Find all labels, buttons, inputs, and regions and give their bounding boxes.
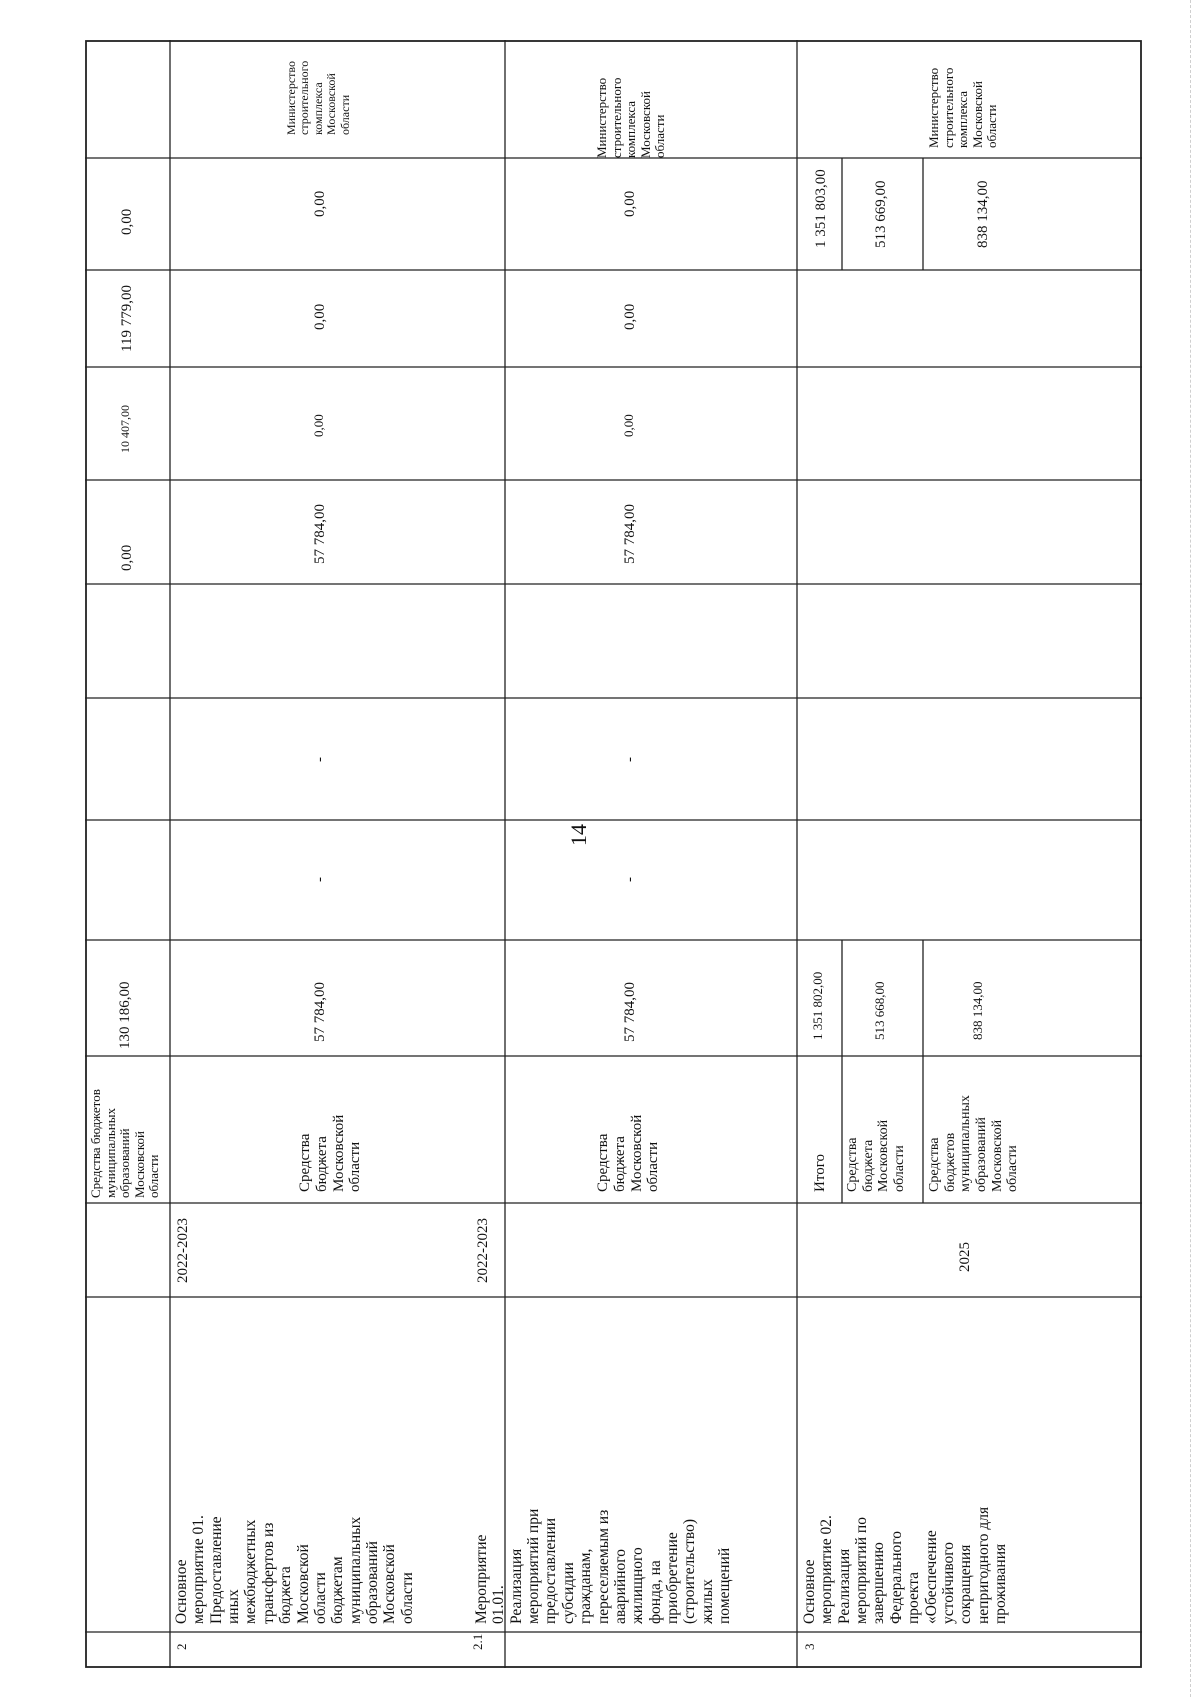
row-3-period: 2025 bbox=[957, 1242, 973, 1272]
row-3-label-municipal: Средства бюджетов муниципальных образований Московской области bbox=[927, 1095, 1021, 1192]
row-2-responsible: Министерство строительного комплекса Московской области bbox=[284, 60, 352, 135]
header-y2023: 0,00 bbox=[119, 544, 135, 571]
row-3-last-municipal: 838 134,00 bbox=[975, 180, 991, 248]
row-2-1-y2025: 0,00 bbox=[622, 190, 638, 217]
row-2-1-period: 2022-2023 bbox=[475, 1218, 491, 1283]
row-2-y2023: 0,00 bbox=[311, 414, 326, 437]
row-3-last-total: 1 351 803,00 bbox=[813, 169, 829, 248]
row-2-dash1: - bbox=[312, 877, 328, 882]
row-3-total-municipal: 838 134,00 bbox=[970, 981, 985, 1040]
row-3-label-region: Средства бюджета Московской области bbox=[845, 1119, 908, 1192]
row-3-number: 3 bbox=[802, 1643, 817, 1650]
row-2-number: 2 bbox=[174, 1643, 189, 1650]
row-3-total-region: 513 668,00 bbox=[872, 981, 887, 1040]
row-2-1-number: 2.1 bbox=[470, 1633, 485, 1650]
row-2-y2024: 0,00 bbox=[312, 303, 328, 330]
row-2-1-source: Средства бюджета Московской области bbox=[595, 1114, 662, 1192]
header-y2026: 0,00 bbox=[119, 208, 135, 235]
budget-table bbox=[85, 40, 1142, 1668]
header-y2025: 119 779,00 bbox=[119, 285, 135, 352]
row-2-name: Основное мероприятие 01. Предоставление иных межбюджетных трансфертов из бюджета Московской области бюджетам муниципальных образований Московской области bbox=[173, 1515, 416, 1624]
row-2-1-name: Мероприятие 01.01. Реализация мероприятий при предоставлении субсидии гражданам, переселяемым из аварийного жилищного фонда, на приобретение (строительство) жилых помещений bbox=[473, 1508, 734, 1624]
row-3-name: Основное мероприятие 02. Реализация мероприятий по завершению Федерального проекта «Обеспечение устойчивого сокращения непригодного для проживания bbox=[801, 1506, 1009, 1624]
row-2-source: Средства бюджета Московской области bbox=[297, 1114, 364, 1192]
row-3-total: 1 351 802,00 bbox=[810, 971, 825, 1040]
header-total: 130 186,00 bbox=[117, 981, 133, 1049]
table-grid bbox=[85, 40, 1142, 1668]
row-3-label-total: Итого bbox=[812, 1154, 828, 1192]
header-y2024: 10 407,00 bbox=[118, 405, 132, 453]
row-2-1-y2023: 0,00 bbox=[621, 414, 636, 437]
row-2-1-y2022: 57 784,00 bbox=[622, 504, 638, 564]
row-2-total: 57 784,00 bbox=[312, 982, 328, 1042]
row-2-period: 2022-2023 bbox=[175, 1218, 191, 1283]
row-2-y2025: 0,00 bbox=[312, 190, 328, 217]
row-2-1-total: 57 784,00 bbox=[622, 982, 638, 1042]
row-2-1-y2024: 0,00 bbox=[622, 303, 638, 330]
row-3-responsible: Министерство строительного комплекса Московской области bbox=[926, 67, 1000, 148]
scan-edge-line bbox=[1190, 0, 1192, 1697]
row-2-dash2: - bbox=[312, 757, 328, 762]
row-2-1-dash2: - bbox=[622, 757, 638, 762]
source-label-municipal: Средства бюджетов муниципальных образований Московской области bbox=[88, 1089, 162, 1198]
page-number: 14 bbox=[566, 824, 591, 846]
row-2-1-responsible: Министерство строительного комплекса Московской области bbox=[594, 77, 668, 158]
row-2-1-dash1: - bbox=[622, 877, 638, 882]
row-2-y2022: 57 784,00 bbox=[312, 504, 328, 564]
row-3-last-region: 513 669,00 bbox=[873, 180, 889, 248]
